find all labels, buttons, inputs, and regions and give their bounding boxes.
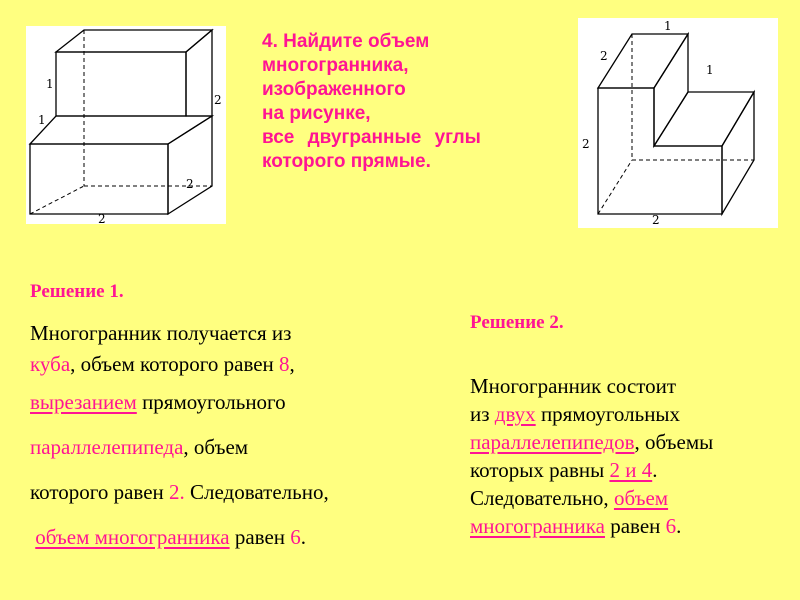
fig2-right-lower-face <box>722 92 754 214</box>
solution-2-line: из двух прямоугольных <box>470 402 681 426</box>
fig1-top-step-face <box>30 116 212 144</box>
fig2-step-top-face <box>654 92 754 146</box>
fig2-front-face <box>598 88 722 214</box>
figure-1-panel <box>26 26 226 224</box>
link-volume[interactable]: объем <box>613 486 669 510</box>
fig2-label-width: 2 <box>652 213 660 227</box>
solution-1-line: объем многогранника равен 6. <box>35 525 307 549</box>
value-cube-volume: 8 <box>279 352 290 376</box>
solution-2-line: Следовательно, объем <box>470 486 669 510</box>
solution-1-heading: Решение 1. <box>30 281 124 302</box>
solution-1-line: вырезанием прямоугольного <box>30 390 286 414</box>
solution-1-line: Многогранник получается из <box>30 321 292 345</box>
solution-1-line: параллелепипеда, объем <box>30 435 249 459</box>
solution-2-heading: Решение 2. <box>470 312 564 333</box>
fig2-hidden-edge-diagonal <box>598 160 632 214</box>
link-parallelepipeds[interactable]: параллелепипедов <box>470 430 635 454</box>
figure-2-polyhedron <box>578 18 778 228</box>
link-two[interactable]: двух <box>494 402 536 426</box>
problem-title <box>262 30 552 174</box>
solution-1-line: куба, объем которого равен 8, <box>30 352 295 376</box>
fig1-hidden-edge-diagonal <box>30 186 84 214</box>
link-polyhedron[interactable]: многогранника <box>470 514 605 538</box>
solution-2-line: параллелепипедов, объемы <box>470 430 714 454</box>
fig2-tower-right-face <box>654 34 688 146</box>
title-line: многогранника, <box>262 55 409 76</box>
solution-2-text <box>470 372 713 540</box>
link-polyhedron-volume[interactable]: объем многогранника <box>35 525 230 549</box>
term-cube: куба <box>30 352 71 376</box>
value-cut-volume: 2. <box>169 480 185 504</box>
fig1-label-step-depth: 1 <box>38 113 46 127</box>
fig1-upper-top-face <box>56 30 212 52</box>
solution-1-text <box>30 318 329 560</box>
solution-2-line: многогранника равен 6. <box>470 514 682 538</box>
title-line: которого прямые. <box>262 151 431 172</box>
term-parallelepiped: параллелепипеда <box>30 435 184 459</box>
value-answer-2: 6 <box>665 514 677 538</box>
fig1-upper-front-face <box>56 52 186 116</box>
link-cutting[interactable]: вырезанием <box>30 390 137 414</box>
title-line: все двугранные углы <box>262 127 481 148</box>
fig2-label-tower-height: 1 <box>706 63 714 77</box>
fig1-upper-right-face <box>186 30 212 116</box>
solution-2-line: Многогранник состоит <box>470 374 677 398</box>
fig1-label-depth: 2 <box>186 177 194 191</box>
title-line: на рисунке, <box>262 103 371 124</box>
link-volumes-values[interactable]: 2 и 4 <box>609 458 653 482</box>
fig2-label-top-depth: 2 <box>600 49 608 63</box>
fig2-label-top-width: 1 <box>664 19 672 33</box>
fig2-tower-top-face <box>598 34 688 88</box>
fig2-label-total-height: 2 <box>582 137 590 151</box>
title-line: 4. Найдите объем <box>262 31 430 52</box>
title-line: изображенного <box>262 79 406 100</box>
fig1-label-upper-height: 1 <box>46 77 54 91</box>
figure-2-panel <box>578 18 778 228</box>
solution-2-line: которых равны 2 и 4. <box>470 458 658 482</box>
figure-1-polyhedron <box>26 26 226 224</box>
fig1-label-total-height: 2 <box>214 93 222 107</box>
value-answer: 6 <box>290 525 301 549</box>
fig1-label-width: 2 <box>98 212 106 224</box>
solution-1-line: которого равен 2. Следовательно, <box>30 480 329 504</box>
